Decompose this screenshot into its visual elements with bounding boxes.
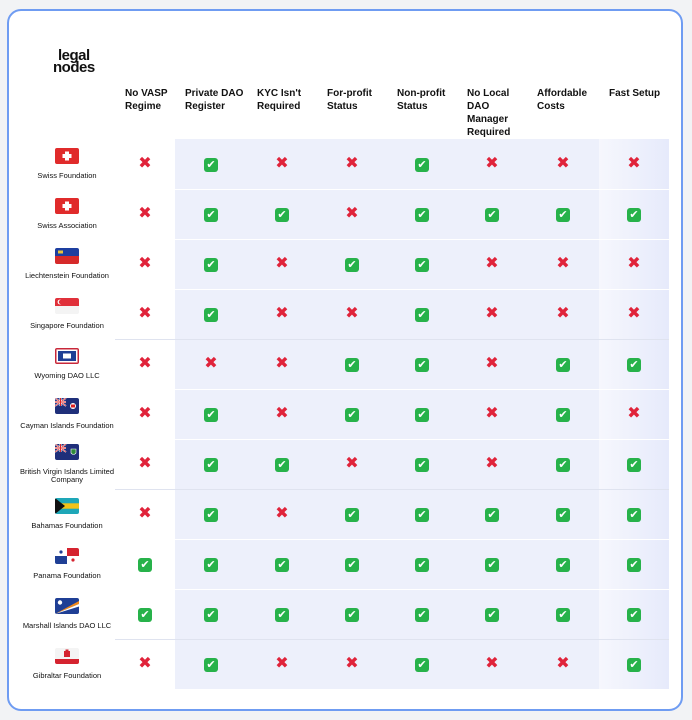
value-cell bbox=[527, 339, 599, 389]
singapore-flag-icon bbox=[55, 298, 79, 314]
value-cell bbox=[599, 539, 669, 589]
cross-mark-icon: ✖ bbox=[627, 403, 641, 422]
value-cell bbox=[599, 389, 669, 439]
value-cell bbox=[115, 489, 175, 539]
entity-name: Liechtenstein Foundation bbox=[25, 271, 109, 280]
table-row bbox=[19, 289, 669, 339]
check-box-icon: ✔ bbox=[345, 408, 359, 422]
wyoming-flag-icon bbox=[55, 348, 79, 364]
cross-mark-icon: ✖ bbox=[275, 503, 289, 522]
check-box-icon: ✔ bbox=[204, 408, 218, 422]
cross-mark-icon: ✖ bbox=[556, 303, 570, 322]
value-cell bbox=[387, 139, 457, 189]
value-cell bbox=[387, 339, 457, 389]
value-cell bbox=[317, 639, 387, 689]
entity-cell bbox=[19, 539, 115, 589]
check-box-icon: ✔ bbox=[485, 508, 499, 522]
cross-mark-icon: ✖ bbox=[485, 152, 499, 172]
cross-mark-icon: ✖ bbox=[556, 653, 570, 672]
cross-mark-icon: ✖ bbox=[138, 503, 152, 522]
switzerland-flag-icon bbox=[55, 148, 79, 164]
cayman-islands-flag-icon bbox=[55, 398, 79, 414]
cross-mark-icon: ✖ bbox=[138, 353, 152, 372]
value-cell bbox=[115, 439, 175, 489]
value-cell bbox=[175, 439, 247, 489]
value-cell bbox=[387, 289, 457, 339]
cross-mark-icon: ✖ bbox=[275, 653, 289, 672]
check-box-icon: ✔ bbox=[556, 608, 570, 622]
table-row bbox=[19, 389, 669, 439]
check-box-icon: ✔ bbox=[345, 508, 359, 522]
check-box-icon: ✔ bbox=[415, 158, 429, 172]
check-box-icon: ✔ bbox=[627, 508, 641, 522]
cross-mark-icon: ✖ bbox=[485, 303, 499, 322]
table-row bbox=[19, 489, 669, 539]
value-cell bbox=[387, 439, 457, 489]
check-box-icon: ✔ bbox=[415, 408, 429, 422]
check-box-icon: ✔ bbox=[275, 458, 289, 472]
column-header: Fast Setup bbox=[609, 88, 661, 99]
entity-cell bbox=[19, 589, 115, 639]
check-box-icon: ✔ bbox=[415, 508, 429, 522]
value-cell bbox=[115, 289, 175, 339]
value-cell bbox=[457, 639, 527, 689]
cross-mark-icon: ✖ bbox=[275, 253, 289, 272]
value-cell bbox=[175, 339, 247, 389]
value-cell bbox=[247, 139, 317, 189]
entity-cell bbox=[19, 189, 115, 239]
panama-flag-icon bbox=[55, 548, 79, 564]
value-cell bbox=[527, 189, 599, 239]
check-box-icon: ✔ bbox=[204, 558, 218, 572]
entity-name: British Virgin Islands Limited Company bbox=[19, 467, 115, 484]
value-cell bbox=[599, 139, 669, 189]
value-cell bbox=[457, 189, 527, 239]
cross-mark-icon: ✖ bbox=[138, 453, 152, 472]
value-cell bbox=[175, 139, 247, 189]
check-box-icon: ✔ bbox=[415, 208, 429, 222]
value-cell bbox=[247, 189, 317, 239]
switzerland-flag-icon bbox=[55, 198, 79, 214]
value-cell bbox=[387, 639, 457, 689]
entity-name: Swiss Association bbox=[37, 221, 97, 230]
check-box-icon: ✔ bbox=[627, 658, 641, 672]
table-row bbox=[19, 439, 669, 489]
cross-mark-icon: ✖ bbox=[204, 353, 218, 372]
value-cell bbox=[457, 539, 527, 589]
entity-name: Gibraltar Foundation bbox=[32, 671, 102, 680]
table-row bbox=[19, 339, 669, 389]
check-box-icon: ✔ bbox=[345, 558, 359, 572]
value-cell bbox=[599, 189, 669, 239]
bahamas-flag-icon bbox=[55, 498, 79, 514]
cross-mark-icon: ✖ bbox=[275, 353, 289, 372]
value-cell bbox=[527, 589, 599, 639]
entity-cell bbox=[19, 139, 115, 189]
check-box-icon: ✔ bbox=[204, 658, 218, 672]
cross-mark-icon: ✖ bbox=[485, 403, 499, 422]
check-box-icon: ✔ bbox=[627, 608, 641, 622]
value-cell bbox=[387, 589, 457, 639]
entity-cell bbox=[19, 239, 115, 289]
value-cell bbox=[317, 289, 387, 339]
value-cell bbox=[247, 389, 317, 439]
entity-cell bbox=[19, 289, 115, 339]
check-box-icon: ✔ bbox=[556, 508, 570, 522]
value-cell bbox=[527, 489, 599, 539]
entity-cell bbox=[19, 389, 115, 439]
entity-header bbox=[19, 85, 115, 139]
cross-mark-icon: ✖ bbox=[485, 253, 499, 272]
value-cell bbox=[599, 239, 669, 289]
table-body bbox=[19, 139, 669, 689]
check-box-icon: ✔ bbox=[345, 358, 359, 372]
brand-logo-line2: nodes bbox=[53, 59, 95, 76]
cross-mark-icon: ✖ bbox=[138, 653, 152, 672]
value-cell bbox=[599, 289, 669, 339]
check-box-icon: ✔ bbox=[556, 408, 570, 422]
value-cell bbox=[175, 589, 247, 639]
cross-mark-icon: ✖ bbox=[627, 152, 641, 172]
check-box-icon: ✔ bbox=[627, 208, 641, 222]
gibraltar-flag-icon bbox=[55, 648, 79, 664]
entity-name: Wyoming DAO LLC bbox=[34, 371, 100, 380]
value-cell bbox=[115, 639, 175, 689]
value-cell bbox=[457, 389, 527, 439]
cross-mark-icon: ✖ bbox=[275, 403, 289, 422]
cross-mark-icon: ✖ bbox=[138, 253, 152, 272]
check-box-icon: ✔ bbox=[556, 558, 570, 572]
cross-mark-icon: ✖ bbox=[275, 303, 289, 322]
entity-name: Singapore Foundation bbox=[30, 321, 104, 330]
check-box-icon: ✔ bbox=[275, 558, 289, 572]
value-cell bbox=[175, 189, 247, 239]
value-cell bbox=[317, 539, 387, 589]
check-box-icon: ✔ bbox=[485, 208, 499, 222]
value-cell bbox=[457, 439, 527, 489]
value-cell bbox=[387, 389, 457, 439]
cross-mark-icon: ✖ bbox=[345, 453, 359, 472]
cross-mark-icon: ✖ bbox=[627, 253, 641, 272]
value-cell bbox=[387, 189, 457, 239]
check-box-icon: ✔ bbox=[345, 608, 359, 622]
table-row bbox=[19, 539, 669, 589]
cross-mark-icon: ✖ bbox=[556, 253, 570, 272]
value-cell bbox=[115, 539, 175, 589]
entity-name: Panama Foundation bbox=[33, 571, 101, 580]
table-row bbox=[19, 639, 669, 689]
value-cell bbox=[599, 339, 669, 389]
column-header: No VASP Regime bbox=[125, 88, 168, 112]
cross-mark-icon: ✖ bbox=[345, 203, 359, 222]
value-cell bbox=[387, 539, 457, 589]
cross-mark-icon: ✖ bbox=[556, 152, 570, 172]
entity-name: Bahamas Foundation bbox=[31, 521, 103, 530]
entity-name: Swiss Foundation bbox=[37, 171, 97, 180]
value-cell bbox=[457, 289, 527, 339]
value-cell bbox=[527, 289, 599, 339]
column-header: Affordable Costs bbox=[537, 88, 587, 112]
check-box-icon: ✔ bbox=[204, 258, 218, 272]
value-cell bbox=[115, 189, 175, 239]
value-cell bbox=[247, 489, 317, 539]
entity-name: Marshall Islands DAO LLC bbox=[22, 621, 112, 630]
cross-mark-icon: ✖ bbox=[485, 353, 499, 372]
check-box-icon: ✔ bbox=[415, 358, 429, 372]
value-cell bbox=[317, 239, 387, 289]
check-box-icon: ✔ bbox=[204, 308, 218, 322]
comparison-table bbox=[19, 85, 669, 690]
value-cell bbox=[457, 239, 527, 289]
check-box-icon: ✔ bbox=[415, 658, 429, 672]
cross-mark-icon: ✖ bbox=[138, 152, 152, 172]
value-cell bbox=[115, 139, 175, 189]
entity-cell bbox=[19, 489, 115, 539]
value-cell bbox=[317, 189, 387, 239]
column-header: No Local DAO Manager Required bbox=[467, 88, 511, 138]
value-cell bbox=[457, 489, 527, 539]
value-cell bbox=[599, 439, 669, 489]
check-box-icon: ✔ bbox=[556, 458, 570, 472]
table-row bbox=[19, 139, 669, 189]
value-cell bbox=[247, 239, 317, 289]
comparison-card bbox=[7, 9, 683, 711]
cross-mark-icon: ✖ bbox=[485, 453, 499, 472]
value-cell bbox=[457, 589, 527, 639]
check-box-icon: ✔ bbox=[415, 608, 429, 622]
value-cell bbox=[115, 589, 175, 639]
column-header: For-profit Status bbox=[327, 88, 372, 112]
value-cell bbox=[317, 439, 387, 489]
value-cell bbox=[247, 289, 317, 339]
cross-mark-icon: ✖ bbox=[138, 203, 152, 222]
value-cell bbox=[387, 239, 457, 289]
entity-name: Cayman Islands Foundation bbox=[20, 421, 114, 430]
check-box-icon: ✔ bbox=[415, 458, 429, 472]
check-box-icon: ✔ bbox=[627, 358, 641, 372]
value-cell bbox=[317, 339, 387, 389]
value-cell bbox=[599, 489, 669, 539]
check-box-icon: ✔ bbox=[556, 358, 570, 372]
column-header: Private DAO Register bbox=[185, 88, 244, 112]
check-box-icon: ✔ bbox=[415, 558, 429, 572]
check-box-icon: ✔ bbox=[275, 208, 289, 222]
check-box-icon: ✔ bbox=[204, 508, 218, 522]
value-cell bbox=[247, 639, 317, 689]
cross-mark-icon: ✖ bbox=[345, 653, 359, 672]
check-box-icon: ✔ bbox=[345, 258, 359, 272]
brand-logo bbox=[53, 47, 95, 76]
check-box-icon: ✔ bbox=[204, 458, 218, 472]
value-cell bbox=[599, 589, 669, 639]
value-cell bbox=[247, 439, 317, 489]
value-cell bbox=[175, 389, 247, 439]
value-cell bbox=[175, 539, 247, 589]
check-box-icon: ✔ bbox=[204, 608, 218, 622]
value-cell bbox=[317, 589, 387, 639]
value-cell bbox=[527, 139, 599, 189]
value-cell bbox=[175, 489, 247, 539]
value-cell bbox=[247, 589, 317, 639]
value-cell bbox=[115, 239, 175, 289]
cross-mark-icon: ✖ bbox=[485, 653, 499, 672]
value-cell bbox=[115, 339, 175, 389]
cross-mark-icon: ✖ bbox=[275, 152, 289, 172]
header-row bbox=[19, 85, 669, 139]
value-cell bbox=[527, 389, 599, 439]
liechtenstein-flag-icon bbox=[55, 248, 79, 264]
marshall-islands-flag-icon bbox=[55, 598, 79, 614]
value-cell bbox=[527, 539, 599, 589]
check-box-icon: ✔ bbox=[556, 208, 570, 222]
column-header: Non-profit Status bbox=[397, 88, 446, 112]
cross-mark-icon: ✖ bbox=[345, 152, 359, 172]
value-cell bbox=[317, 489, 387, 539]
entity-cell bbox=[19, 339, 115, 389]
value-cell bbox=[457, 339, 527, 389]
value-cell bbox=[247, 339, 317, 389]
value-cell bbox=[527, 639, 599, 689]
value-cell bbox=[527, 439, 599, 489]
table-row bbox=[19, 589, 669, 639]
check-box-icon: ✔ bbox=[204, 208, 218, 222]
value-cell bbox=[527, 239, 599, 289]
check-box-icon: ✔ bbox=[627, 558, 641, 572]
check-box-icon: ✔ bbox=[204, 158, 218, 172]
value-cell bbox=[317, 139, 387, 189]
check-box-icon: ✔ bbox=[415, 258, 429, 272]
cross-mark-icon: ✖ bbox=[138, 303, 152, 322]
value-cell bbox=[175, 239, 247, 289]
value-cell bbox=[247, 539, 317, 589]
entity-cell bbox=[19, 439, 115, 489]
value-cell bbox=[175, 289, 247, 339]
british-virgin-islands-flag-icon bbox=[55, 444, 79, 460]
value-cell bbox=[115, 389, 175, 439]
column-header: KYC Isn't Required bbox=[257, 88, 302, 112]
value-cell bbox=[317, 389, 387, 439]
brand-logo-line1: legal bbox=[58, 47, 90, 64]
check-box-icon: ✔ bbox=[485, 608, 499, 622]
check-box-icon: ✔ bbox=[138, 608, 152, 622]
cross-mark-icon: ✖ bbox=[138, 403, 152, 422]
value-cell bbox=[175, 639, 247, 689]
cross-mark-icon: ✖ bbox=[627, 303, 641, 322]
value-cell bbox=[599, 639, 669, 689]
table-row bbox=[19, 239, 669, 289]
check-box-icon: ✔ bbox=[485, 558, 499, 572]
table-row bbox=[19, 189, 669, 239]
check-box-icon: ✔ bbox=[138, 558, 152, 572]
value-cell bbox=[457, 139, 527, 189]
entity-cell bbox=[19, 639, 115, 689]
cross-mark-icon: ✖ bbox=[345, 303, 359, 322]
check-box-icon: ✔ bbox=[275, 608, 289, 622]
check-box-icon: ✔ bbox=[415, 308, 429, 322]
check-box-icon: ✔ bbox=[627, 458, 641, 472]
value-cell bbox=[387, 489, 457, 539]
